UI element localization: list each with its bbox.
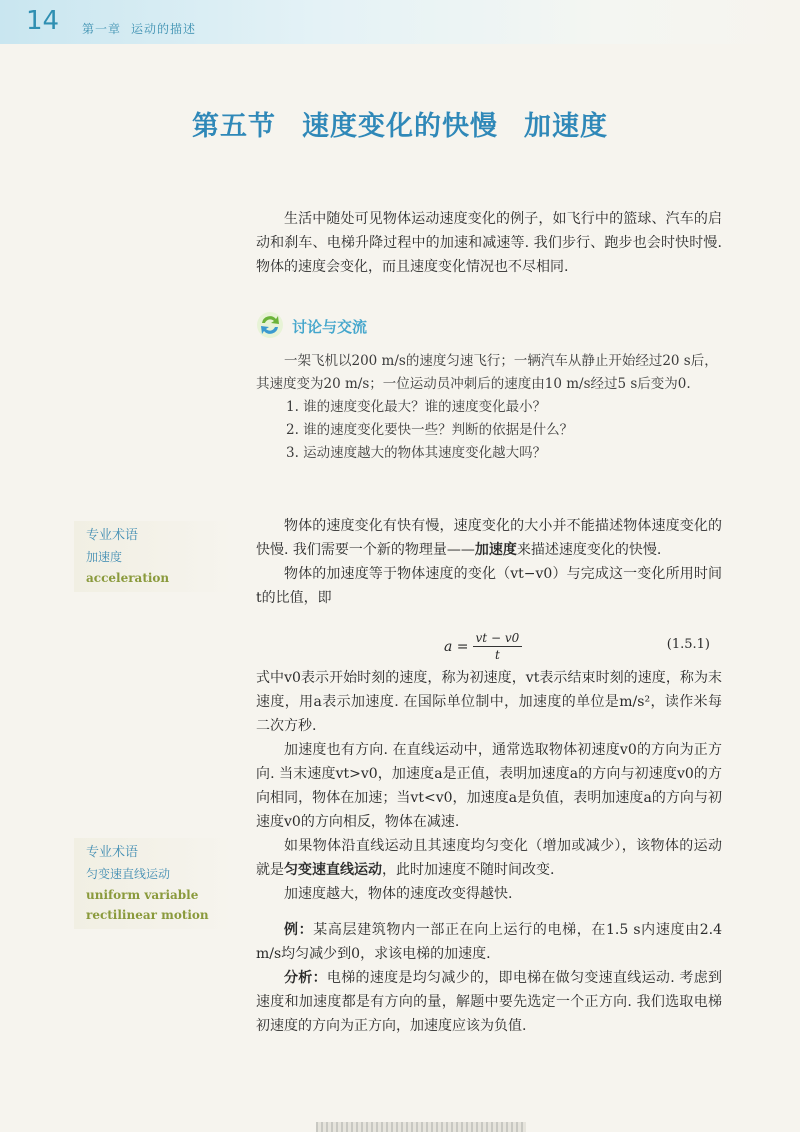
paragraph-definition: 物体的加速度等于物体速度的变化（vt−v0）与完成这一变化所用时间t的比值，即 [256,566,722,606]
section-name: 速度变化的快慢 [302,111,498,142]
section-subtitle: 加速度 [524,111,608,142]
para5-before: 如果物体沿直线运动且其速度均匀变化（增加或减少），该物体的运动就是 [256,838,722,878]
formula-expression [444,631,522,662]
paragraph-uniform-motion [256,834,722,882]
example-text: 某高层建筑物内一部正在向上运行的电梯，在1.5 s内速度由2.4 m/s均匀减少到0，求该电梯的加速度. [256,922,722,962]
intro-block [256,207,722,279]
para1-before: 物体的速度变化有快有慢，速度变化的大小并不能描述物体速度变化的快慢. 我们需要一个新的物理量—— [256,518,722,558]
discussion-label: 讨论与交流 [292,318,368,336]
section-number: 第五节 [192,111,276,142]
chapter-title: 运动的描述 [131,22,197,36]
paragraph-need-new-quantity [256,514,722,562]
discussion-question-1: 1. 谁的速度变化最大？谁的速度变化最小？ [286,399,547,415]
term-chinese: 加速度 [86,550,123,564]
discussion-question-3: 3. 运动速度越大的物体其速度变化越大吗？ [286,445,547,461]
para1-after: 来描述速度变化的快慢. [516,542,662,558]
chapter-heading [82,20,206,37]
page-footer-strip [316,1122,526,1132]
example-label: 例： [284,922,314,938]
para5-after: ，此时加速度不随时间改变. [382,862,555,878]
formula-lhs: a = [444,638,469,655]
term-english-line2: rectilinear motion [86,908,209,922]
discussion-question-2: 2. 谁的速度变化要快一些？判断的依据是什么？ [286,422,574,438]
term-box-acceleration [74,521,236,592]
section-title [0,104,800,143]
keyword-uniform-motion: 匀变速直线运动 [284,862,382,878]
intro-paragraph: 生活中随处可见物体运动速度变化的例子，如飞行中的篮球、汽车的启动和刹车、电梯升降过程中的加速和减速等. 我们步行、跑步也会时快时慢. 物体的速度会变化，而且速度变化情况也不尽相同. [256,211,722,275]
formula-fraction [473,631,523,662]
paragraph-symbols: 式中v0表示开始时刻的速度，称为初速度，vt表示结束时刻的速度，称为末速度，用a表示加速度. 在国际单位制中，加速度的单位是m/s²，读作米每二次方秒. [256,670,722,734]
paragraph-direction: 加速度也有方向. 在直线运动中，通常选取物体初速度v0的方向为正方向. 当末速度vt>v0，加速度a是正值，表明加速度a的方向与初速度v0的方向相同，物体在加速；当vt<v0，加速度a是负值，表明加速度a的方向与初速度v0的方向相反，物体在减速. [256,742,722,830]
term-heading: 专业术语 [86,845,139,860]
page-number: 14 [26,6,60,36]
term-english-line1: uniform variable [86,888,199,902]
formula-number: (1.5.1) [666,637,710,652]
discussion-block [256,350,722,465]
term-chinese: 匀变速直线运动 [86,867,171,881]
analysis-label: 分析： [284,970,327,986]
discussion-text: 一架飞机以200 m/s的速度匀速飞行；一辆汽车从静止开始经过20 s后，其速度变为20 m/s；一位运动员冲刺后的速度由10 m/s经过5 s后变为0. [256,353,718,392]
chapter-number: 第一章 [82,22,122,36]
term-english: acceleration [86,571,170,585]
term-box-uniform-motion [74,838,236,929]
exchange-arrows-icon [256,311,284,339]
example-paragraph [256,918,722,966]
formula-denominator: t [494,648,500,662]
paragraph-conclusion: 加速度越大，物体的速度改变得越快. [284,886,513,902]
analysis-paragraph [256,966,722,1038]
explanation-block [256,666,722,906]
formula-1-5-1 [256,631,722,663]
acceleration-definition [256,514,722,610]
term-heading: 专业术语 [86,528,139,543]
example-block [256,918,722,1038]
formula-numerator: vt − v0 [473,631,523,647]
keyword-acceleration: 加速度 [474,542,517,558]
analysis-text: 电梯的速度是均匀减少的，即电梯在做匀变速直线运动. 考虑到速度和加速度都是有方向的量，解题中要先选定一个正方向. 我们选取电梯初速度的方向为正方向，加速度应该为负值. [256,970,723,1034]
